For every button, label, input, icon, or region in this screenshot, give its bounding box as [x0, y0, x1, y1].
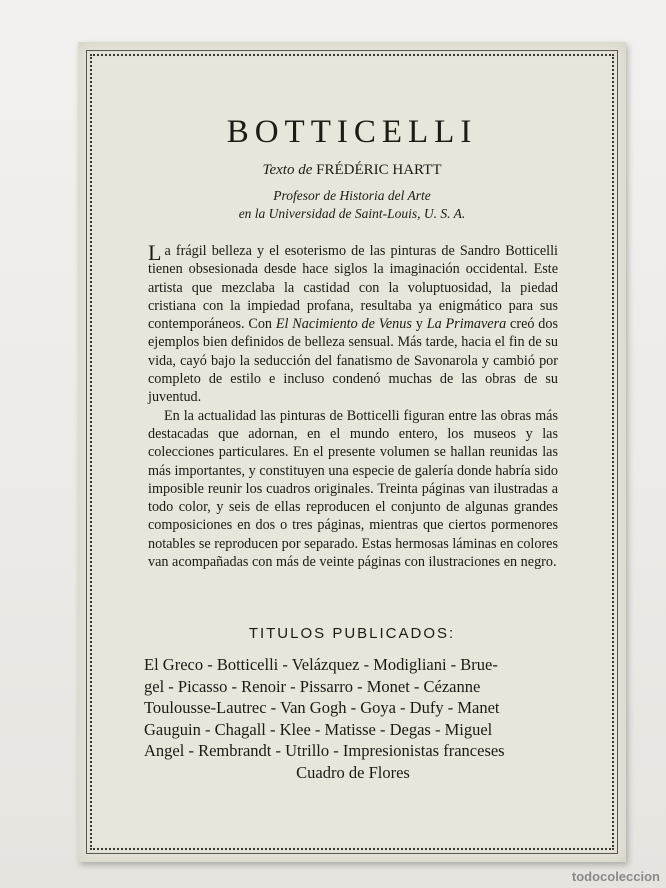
- affiliation-line-2: en la Universidad de Saint-Louis, U. S. A.: [238, 206, 466, 221]
- book-title: BOTTICELLI: [226, 114, 478, 150]
- published-line: Toulousse-Lautrec - Van Gogh - Goya - Dufy - Manet: [144, 698, 500, 717]
- affiliation-line-1: Profesor de Historia del Arte: [273, 188, 431, 203]
- connector: y: [415, 316, 423, 333]
- watermark-logo: todocoleccion: [571, 869, 660, 884]
- paragraph-1-end: creó dos ejemplos bien definidos de belleza sensual. Más tarde, hacia el fin de su vida, cayó bajo la seducción del fanatismo de Savonarola y cambió por completo de estilo e incluso condenó muchas de las obras de su juventud.: [148, 316, 559, 406]
- author-name: FRÉDÉRIC HARTT: [316, 162, 442, 178]
- work-title-2: La Primavera: [426, 316, 507, 333]
- published-line: Angel - Rembrandt - Utrillo - Impresionistas franceses: [144, 741, 505, 760]
- author-line: [78, 162, 626, 179]
- published-line: Gauguin - Chagall - Klee - Matisse - Degas - Miguel: [144, 719, 493, 739]
- paragraph-1: [148, 242, 558, 407]
- paragraph-1-start: a frágil belleza y el esoterismo de las pinturas de Sandro Botticelli tienen obsesionada desde hace siglos la imaginación occidental. Este artista que mezclaba la castidad con la voluptuosidad, la piedad cristiana con la impiedad profana, resultaba ya enigmático para sus contemporáneos. Con: [148, 243, 558, 333]
- published-titles-list: [144, 654, 562, 783]
- description-text: [148, 242, 558, 571]
- published-line: Cuadro de Flores: [296, 762, 410, 782]
- book-back-cover: [78, 42, 626, 862]
- paragraph-2: En la actualidad las pinturas de Botticelli figuran entre las obras más destacadas que adornan, en el mundo entero, los museos y las colecciones particulares. En el presente volumen se hallan reunidas las más importantes, y constituyen una especie de galería donde habría sido imposible reunir los cuadros originales. Treinta páginas van ilustradas a todo color, y seis de ellas reproducen el conjunto de algunas grandes composiciones en dos o tres páginas, mientras que ciertos pormenores notables se reproducen por separado. Estas hermosas láminas en colores van acompañadas con más de veinte páginas con ilustraciones en negro.: [148, 407, 558, 571]
- published-line: gel - Picasso - Renoir - Pissarro - Monet - Cézanne: [144, 676, 481, 696]
- author-prefix: Texto de: [262, 162, 313, 178]
- published-line: El Greco - Botticelli - Velázquez - Modigliani - Brue-: [144, 655, 498, 674]
- drop-cap: L: [148, 240, 162, 265]
- published-titles-heading: TITULOS PUBLICADOS:: [248, 625, 456, 642]
- work-title-1: El Nacimiento de Venus: [275, 316, 412, 333]
